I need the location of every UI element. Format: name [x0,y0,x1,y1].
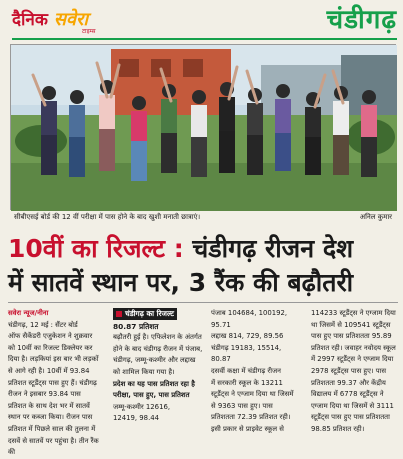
article-text-line: इसी प्रकार से प्राइवेट स्कूल से [211,424,284,433]
article-column-2 [113,308,205,432]
article-text-line: एग्जाम दिया था जिसमें से 3111 [311,401,394,410]
article-text-line: 12419, 98.44 [113,414,160,423]
region-stats-columns: परीक्षा, पास हुए, पास प्रतिशत [113,391,190,400]
article-text-line: से 9363 पास हुए। पास [211,401,273,410]
photo-caption-row [10,212,396,224]
article-column-4 [311,308,400,432]
headline-divider [8,302,398,303]
masthead [0,0,403,42]
article-text-line: दसवें से सातवें पर पहुंचा है। तीन रैंक की [8,436,99,457]
article-text-line: 114233 स्टूडैंट्स ने एग्जाम दिया [311,309,396,317]
article-text-line: चंडीगढ़, जम्मू-कश्मीर और लद्दाख [113,356,196,365]
article-text-line: पास हुए पास प्रतिशतता 95.89 [311,332,392,341]
city-section-label: चंडीगढ़ [326,5,397,35]
article-headline [8,232,400,300]
article-text-line: होने के बाद चंडीगढ़ रीजन में पंजाब, [113,344,203,353]
headline-line2: में सातवें स्थान पर, 3 रैंक की बढ़ौतरी [8,268,354,297]
article-text-line: बढ़ौतरी हुई है। एफिलेशन के अंतर्गत [113,333,202,342]
article-text-line: चंडीगढ़, 12 मई : सैंटर बोर्ड [8,320,78,329]
masthead-divider [12,38,397,40]
article-text-line: में सरकारी स्कूल के 13211 [211,378,283,387]
article-text-line: प्रतिशतता 99.37 और केंद्रीय [311,378,386,387]
section-strip: चंडीगढ़ का रिजल्ट [113,308,177,320]
article-text-line: 98.85 प्रतिशत रही। [311,424,365,433]
article-text-line: से आगे रही है। 10वीं में 93.84 [8,366,90,375]
article-text-line: रीजन ने इसबार 93.84 पास [8,390,81,399]
article-text-line: को शामिल किया गया है। [113,367,175,376]
article-text-line: में 2997 स्टूडैंट्स ने एग्जाम दिया [311,355,394,364]
logo-accent-text: सवेरा [53,9,89,30]
photo-caption: सीबीएसई बोर्ड की 12 वीं परीक्षा में पास होने के बाद खुशी मनाती छात्राएं। [14,213,201,221]
article-column-1 [8,308,106,457]
article-text-line: प्रतिशत में पिछले साल की तुलना में [8,424,96,433]
article-text-line: को 10वीं का रिजल्ट डिक्लेयर कर [8,343,93,352]
region-stats-heading: प्रदेश का यह पास प्रतिशत रहा है [113,379,195,388]
article-text-line: दिया है। लड़कियां इस बार भी लड़कों [8,355,99,364]
article-text-line: प्रतिशत स्टूडैंट्स पास हुए हैं। चंडीगढ़ [8,378,97,387]
article-text-line: स्टूडैंट्स ने एग्जाम दिया था जिसमें [211,390,294,399]
byline: सवेरा न्यूज/नीना [8,309,49,317]
photo-credit: अनिल कुमार [359,213,392,221]
logo-main-text: दैनिक [12,10,54,30]
article-text-line: था जिसमें से 109541 स्टूडैंट्स [311,320,391,329]
photo-illustration [11,45,397,211]
article-text-line: ऑफ सैकेंडरी एजुकेशन ने शुक्रवार [8,332,93,341]
article-text-line: दसवीं कक्षा में चंडीगढ़ रीजन [211,366,281,375]
article-text-line: 95.71 [211,320,231,329]
celebration-photo [10,44,396,210]
logo-sub-text: टाइम्स [82,28,96,35]
article-text-line: 80.87 [211,355,231,364]
square-bullet-icon [116,311,122,317]
article-text-line: प्रतिशतता 72.39 प्रतिशत रही। [211,413,291,422]
article-text-line: प्रतिशत के साथ देश भर में सातवें [8,401,90,410]
headline-line1-rest: चंडीगढ़ रीजन देश [192,234,354,263]
headline-red-part: 10वीं का रिजल्ट : [8,234,193,263]
article-body [8,308,400,457]
article-text-line: जम्मू-कश्मीर 12616, [113,402,171,411]
article-text-line: स्टूडैंट्स पास हुए पास प्रतिशतता [311,413,390,422]
article-text-line: प्रतिशत रही। जवाहर नवोदय स्कूल [311,343,396,352]
article-text-line: पंजाब 104684, 100192, [211,309,288,317]
article-column-3 [211,308,305,432]
article-text-line: लद्दाख 814, 729, 89.56 [211,332,284,341]
article-text-line: स्थान पर कब्जा किया। रीजन पास [8,413,93,422]
section-subtitle: 80.87 प्रतिशत [113,321,159,331]
article-text-line: 2978 स्टूडैंट्स पास हुए। पास [311,366,387,375]
article-text-line: चंडीगढ़ 19183, 15514, [211,343,282,352]
article-text-line: विद्यालय में 6778 स्टूडैंट्स ने [311,390,384,399]
